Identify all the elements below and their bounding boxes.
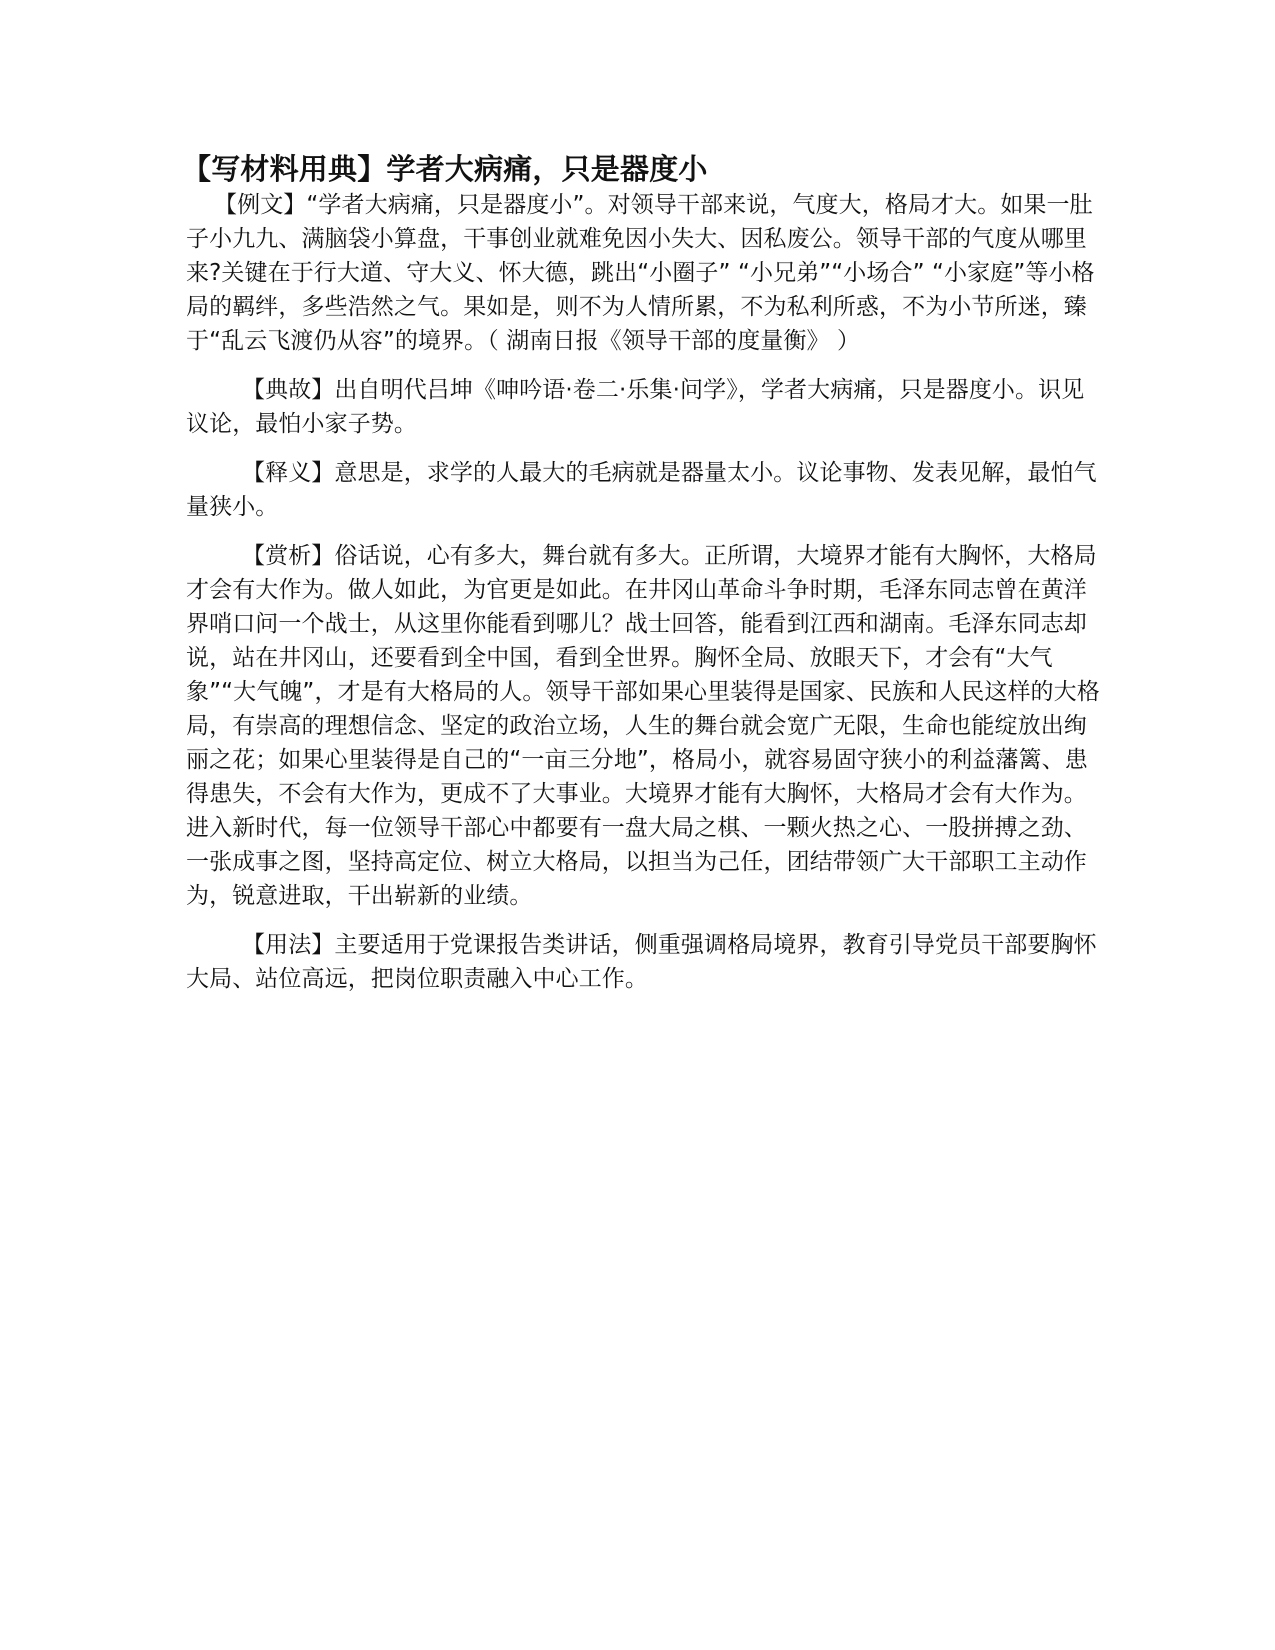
allusion-paragraph: 【典故】出自明代吕坤《呻吟语·卷二·乐集·问学》，学者大病痛，只是器度小。识见议论，最怕小家子势。 bbox=[186, 377, 1085, 437]
analysis-paragraph: 【赏析】俗话说，心有多大，舞台就有多大。正所谓，大境界才能有大胸怀，大格局才会有大作为。做人如此，为官更是如此。在井冈山革命斗争时期，毛泽东同志曾在黄洋界哨口问一个战士，从这里你能看到哪儿？战士回答，能看到江西和湖南。毛泽东同志却说，站在井冈山，还要看到全中国，看到全世界。胸怀全局、放眼天下，才会有“大气象”“大气魄”，才是有大格局的人。领导干部如果心里装得是国家、民族和人民这样的大格局，有崇高的理想信念、坚定的政治立场，人生的舞台就会宽广无限，生命也能绽放出绚丽之花；如果心里装得是自己的“一亩三分地”，格局小，就容易固守狭小的利益藩篱、患得患失，不会有大作为，更成不了大事业。大境界才能有大胸怀，大格局才会有大作为。进入新时代，每一位领导干部心中都要有一盘大局之棋、一颗火热之心、一股拼搏之劲、一张成事之图，坚持高定位、树立大格局，以担当为己任，团结带领广大干部职工主动作为，锐意进取，干出崭新的业绩。 bbox=[186, 543, 1100, 909]
example-paragraph: 【例文】“学者大病痛，只是器度小”。对领导干部来说，气度大，格局才大。如果一肚子小九九、满脑袋小算盘，干事创业就难免因小失大、因私废公。领导干部的气度从哪里来?关键在于行大道、守大义、怀大德，跳出“小圈子” “小兄弟”“小场合” “小家庭”等小格局的羁绊，多些浩然之气。果如是，则不为人情所累，不为私利所惑，不为小节所迷，臻于“乱云飞渡仍从容”的境界。（ 湖南日报《领导干部的度量衡》 ） bbox=[186, 192, 1095, 354]
document-title: 【写材料用典】学者大病痛，只是器度小 bbox=[182, 152, 708, 186]
document-body bbox=[182, 150, 1106, 996]
meaning-paragraph: 【释义】意思是，求学的人最大的毛病就是器量太小。议论事物、发表见解，最怕气量狭小。 bbox=[186, 460, 1097, 520]
usage-paragraph: 【用法】主要适用于党课报告类讲话，侧重强调格局境界，教育引导党员干部要胸怀大局、站位高远，把岗位职责融入中心工作。 bbox=[186, 932, 1097, 992]
